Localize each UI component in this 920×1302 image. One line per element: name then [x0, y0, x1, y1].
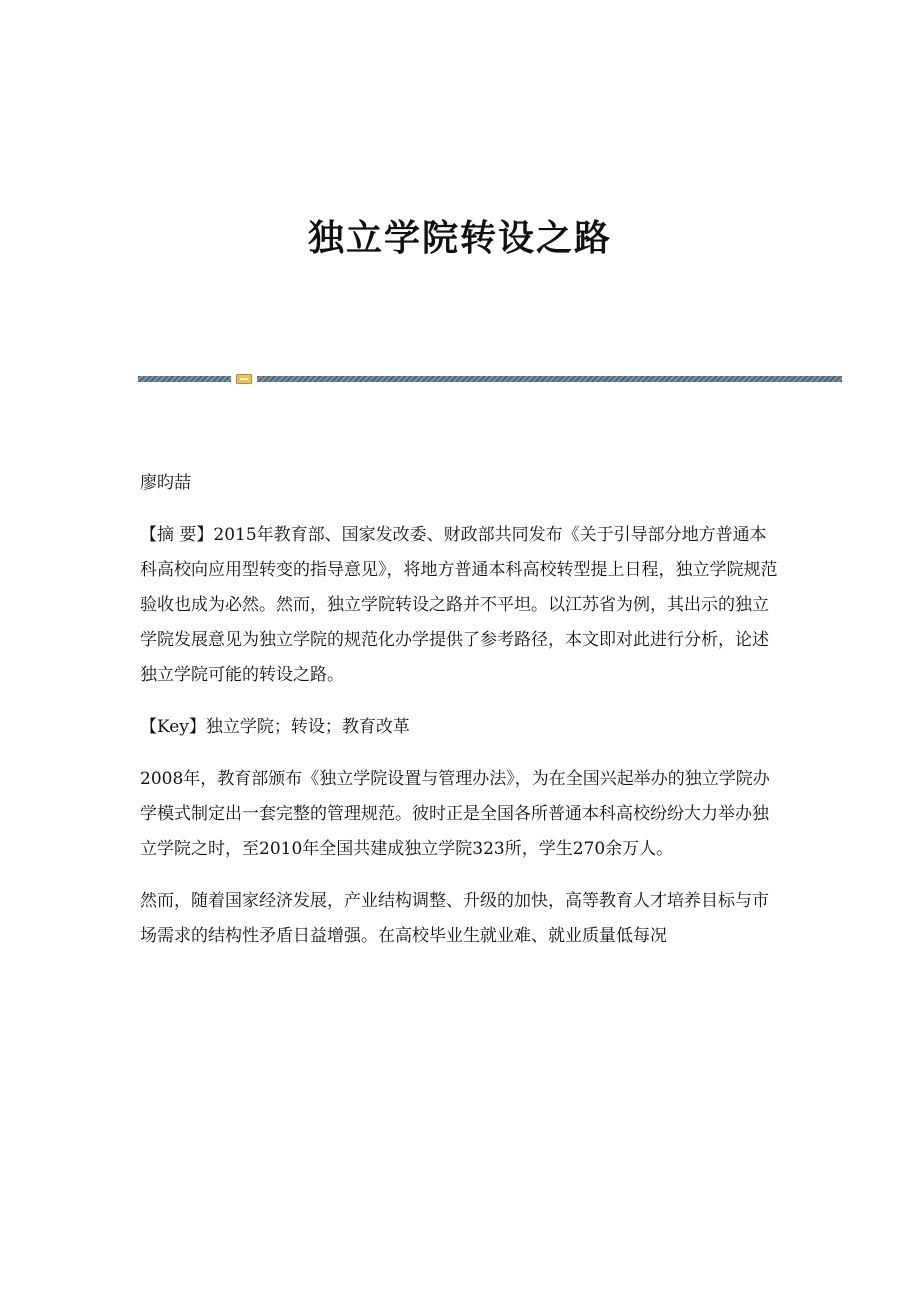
divider-bar-left	[138, 376, 231, 382]
page-title: 独立学院转设之路	[307, 217, 612, 259]
abstract-text: 2015年教育部、国家发改委、财政部共同发布《关于引导部分地方普通本科高校向应用型转变的指导意见》，将地方普通本科高校转型提上日程，独立学院规范验收也成为必然。然而，独立学院转设之路并不平坦。以江苏省为例，其出示的独立学院发展意见为独立学院的规范化办学提供了参考路径，本文即对此进行分析，论述独立学院可能的转设之路。	[140, 525, 778, 685]
keywords	[140, 710, 780, 745]
author-name: 廖昀喆	[140, 473, 191, 493]
divider-emblem-icon	[236, 374, 252, 384]
body-paragraph: 2008年，教育部颁布《独立学院设置与管理办法》，为在全国兴起举办的独立学院办学模式制定出一套完整的管理规范。彼时正是全国各所普通本科高校纷纷大力举办独立学院之时，至2010年全国共建成独立学院323所，学生270余万人。	[140, 769, 770, 859]
keywords-text: 独立学院；转设；教育改革	[205, 717, 410, 737]
article-content	[140, 466, 780, 954]
title-divider	[138, 374, 842, 384]
abstract-label: 【摘 要】	[140, 525, 214, 545]
body-paragraph: 然而，随着国家经济发展，产业结构调整、升级的加快，高等教育人才培养目标与市场需求的结构性矛盾日益增强。在高校毕业生就业难、就业质量低每况	[140, 891, 769, 946]
divider-bar-right	[257, 376, 842, 382]
abstract	[140, 518, 780, 693]
keywords-label: 【Key】	[140, 717, 206, 737]
